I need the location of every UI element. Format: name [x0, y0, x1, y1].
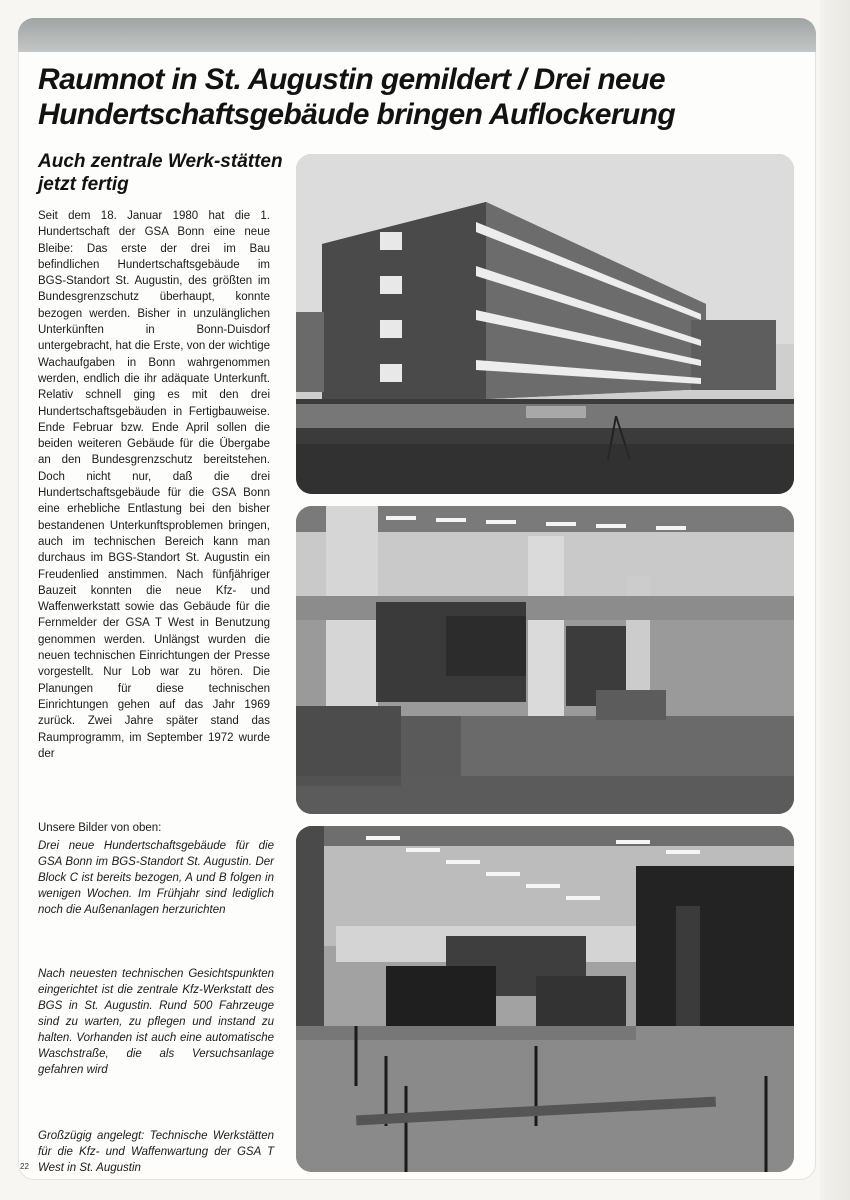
caption-photo-1: Drei neue Hundertschaftsgebäude für die GSA Bonn im BGS-Standort St. Augustin. Der Block C ist bereits bezogen, A und B folgen in wenigen Wochen. Im Frühjahr sind lediglich noch die Außenanlagen herzurichten	[38, 840, 274, 916]
photo-hall-image	[296, 826, 794, 1172]
photo-barracks-image	[296, 154, 794, 494]
caption-intro: Unsere Bilder von oben:	[38, 822, 162, 834]
page-edge	[820, 0, 850, 1200]
photo-barracks-building	[296, 154, 794, 494]
page-number: 22	[20, 1162, 29, 1171]
photo-vehicle-workshop	[296, 506, 794, 814]
caption-photo-2: Nach neuesten technischen Gesichtspunkten eingerichtet ist die zentrale Kfz-Werkstatt des BGS in St. Augustin. Rund 500 Fahrzeuge sind zu warten, zu pflegen und instand zu halten. Vorhanden ist auch eine automatische Waschstraße, die als Versuchsanlage gefahren wird	[38, 968, 274, 1076]
top-color-bar	[18, 18, 816, 52]
photo-workshop-hall	[296, 826, 794, 1172]
subheadline: Auch zentrale Werk-stätten jetzt fertig	[38, 151, 283, 195]
caption-photo-3: Großzügig angelegt: Technische Werkstätten für die Kfz- und Waffenwartung der GSA T West in St. Augustin	[38, 1130, 274, 1174]
photo-workshop-image	[296, 506, 794, 814]
headline: Raumnot in St. Augustin gemildert / Drei neue Hundertschaftsgebäude bringen Auflockerung	[38, 63, 676, 131]
article-body: Seit dem 18. Januar 1980 hat die 1. Hundertschaft der GSA Bonn eine neue Bleibe: Das erste der drei im Bau befindlichen Hundertschaftsgebäude im BGS-Standort St. Augustin, des größten im Bundesgrenzschutz überhaupt, konnte bezogen werden. Bisher in unzulänglichen Unterkünften in Bonn-Duisdorf untergebracht, hat die Erste, von der wichtige Wachaufgaben in Bonn wahrgenommen werden, endlich die ihr adäquate Unterkunft. Relativ schnell ging es mit den drei Hundertschaftsgebäuden in Fertigbauweise. Ende Februar bzw. Ende April sollen die beiden weiteren Gebäude für die Übergabe an den Bundesgrenzschutz bereitstehen. Doch nicht nur, daß die drei Hundertschaftsgebäude für die GSA Bonn eine erhebliche Entlastung bei den bisher bestandenen Unterkunftsproblemen bringen, auch im technischen Bereich kann man durchaus im BGS-Standort St. Augustin ein Freudenlied anstimmen. Nach fünfjähriger Bauzeit konnten die neue Kfz- und Waffenwerkstatt sowie das Gebäude für die Fernmelder der GSA T West in Benutzung genommen werden. Unlängst wurden die neuen technischen Einrichtungen der Presse vorgestellt. Nur Lob war zu hören. Die Planungen für diese technischen Einrichtungen gehen auf das Jahr 1969 zurück. Zwei Jahre später stand das Raumprogramm, im September 1972 wurde der	[38, 210, 270, 760]
